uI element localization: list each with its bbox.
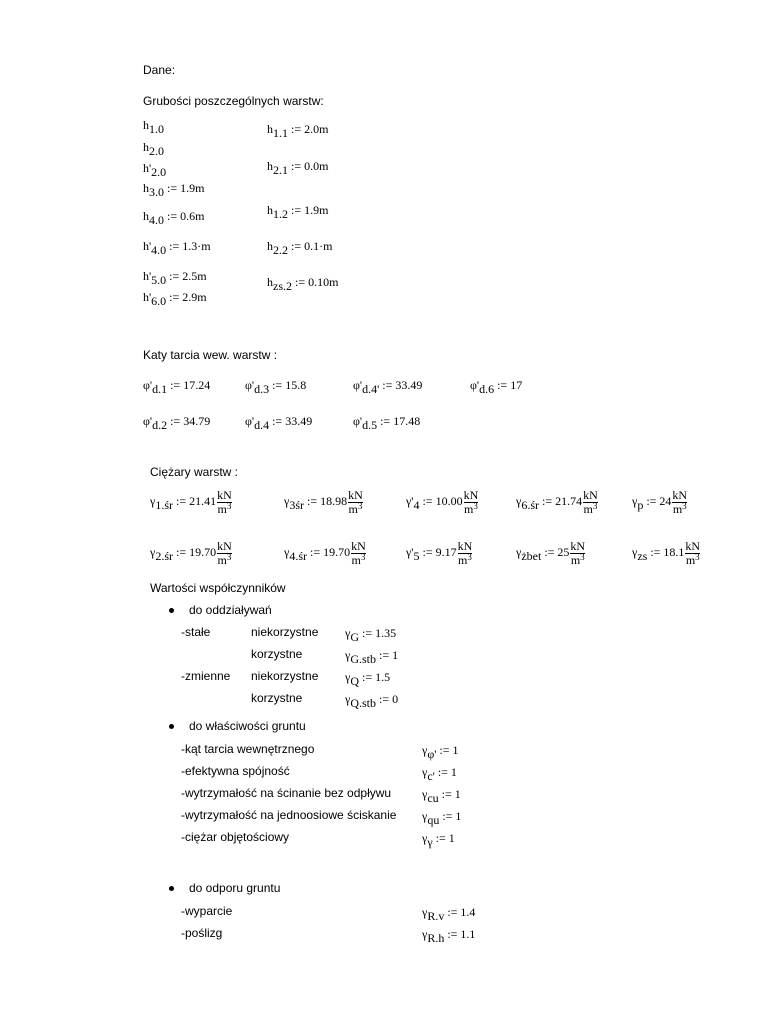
factor-gamma-g-stb: γG.stb := 1 (345, 648, 399, 666)
angle-phi-d4-prime: φ'd.4' := 33.49 (353, 378, 423, 396)
unit-kn-per-m3: $\frac{kN}{m^3}$ (457, 539, 473, 567)
thickness-h2-2: h2.2 := 0.1·m (267, 239, 333, 257)
thickness-h4-0-prime: h'4.0 := 1.3·m (143, 239, 211, 257)
factor-gamma-gamma: γγ := 1 (422, 831, 455, 849)
soil-item-label: -wytrzymałość na ścinanie bez odpływu (181, 786, 392, 800)
bullet-icon (169, 724, 174, 729)
actions-permanent-unfavourable-label: niekorzystne (251, 625, 319, 639)
thickness-h1-1: h1.1 := 2.0m (267, 122, 329, 140)
thickness-h1-0: h1.0 (143, 118, 164, 136)
soil-item-label: -wytrzymałość na jednoosiowe ściskanie (181, 808, 397, 822)
weight-gamma-zbet: γżbet := 25 $\frac{kN}{m^3}$ (516, 539, 586, 567)
resistance-heading: do odporu gruntu (189, 881, 281, 895)
angle-phi-d4: φ'd.4 := 33.49 (245, 414, 313, 432)
bullet-icon (169, 886, 174, 891)
soil-heading: do właściwości gruntu (189, 719, 306, 733)
weight-gamma-3sr: γ3śr := 18.98 $\frac{kN}{m^3}$ (284, 488, 363, 516)
heading-coefficients: Wartości współczynników (150, 581, 286, 595)
factor-gamma-phi: γφ' := 1 (422, 743, 459, 761)
soil-item-label: -ciężar objętościowy (181, 830, 290, 844)
thickness-hzs-2: hzs.2 := 0.10m (267, 275, 339, 293)
unit-kn-per-m3: $\frac{kN}{m^3}$ (348, 488, 363, 516)
thickness-h2-1: h2.1 := 0.0m (267, 159, 329, 177)
unit-kn-per-m3: $\frac{kN}{m^3}$ (351, 539, 366, 567)
unit-kn-per-m3: $\frac{kN}{m^3}$ (217, 539, 232, 567)
actions-variable-label: -zmienne (181, 669, 231, 683)
weight-gamma-2sr: γ2.śr := 19.70 $\frac{kN}{m^3}$ (150, 539, 232, 567)
factor-gamma-g: γG := 1.35 (345, 626, 397, 644)
thickness-h6-0-prime: h'6.0 := 2.9m (143, 290, 207, 308)
actions-heading: do oddziaływań (189, 603, 272, 617)
weight-gamma-zs: γzs := 18.1 $\frac{kN}{m^3}$ (632, 539, 701, 567)
weight-gamma-1sr: γ1.śr := 21.41 $\frac{kN}{m^3}$ (150, 488, 232, 516)
weight-gamma-p: γp := 24 $\frac{kN}{m^3}$ (632, 488, 688, 516)
thickness-h2-0-prime: h'2.0 (143, 161, 167, 179)
factor-gamma-r-v: γR.v := 1.4 (422, 905, 476, 923)
unit-kn-per-m3: $\frac{kN}{m^3}$ (685, 539, 701, 567)
thickness-h5-0-prime: h'5.0 := 2.5m (143, 269, 207, 287)
actions-permanent-favourable-label: korzystne (251, 647, 303, 661)
soil-item-label: -efektywna spójność (181, 764, 290, 778)
bullet-icon (169, 608, 174, 613)
factor-gamma-qu: γqu := 1 (422, 809, 462, 827)
heading-friction-angles: Katy tarcia wew. warstw : (143, 348, 278, 362)
heading-dane: Dane: (143, 63, 176, 77)
unit-kn-per-m3: $\frac{kN}{m^3}$ (463, 488, 479, 516)
angle-phi-d2: φ'd.2 := 34.79 (143, 414, 211, 432)
unit-kn-per-m3: $\frac{kN}{m^3}$ (583, 488, 598, 516)
angle-phi-d3: φ'd.3 := 15.8 (245, 378, 307, 396)
resistance-item-label: -poślizg (181, 926, 223, 940)
factor-gamma-c: γc' := 1 (422, 765, 457, 783)
resistance-item-label: -wyparcie (181, 904, 233, 918)
actions-permanent-label: -stałe (181, 625, 211, 639)
unit-kn-per-m3: $\frac{kN}{m^3}$ (570, 539, 586, 567)
weight-gamma-4sr: γ4.śr := 19.70 $\frac{kN}{m^3}$ (284, 539, 366, 567)
weight-gamma-6sr: γ6.śr := 21.74 $\frac{kN}{m^3}$ (516, 488, 598, 516)
thickness-h2-0: h2.0 (143, 140, 164, 158)
factor-gamma-q-stb: γQ.stb := 0 (345, 692, 399, 710)
unit-kn-per-m3: $\frac{kN}{m^3}$ (217, 488, 232, 516)
factor-gamma-r-h: γR.h := 1.1 (422, 927, 476, 945)
angle-phi-d6: φ'd.6 := 17 (470, 378, 523, 396)
heading-unit-weights: Ciężary warstw : (150, 465, 239, 479)
unit-kn-per-m3: $\frac{kN}{m^3}$ (672, 488, 688, 516)
angle-phi-d5: φ'd.5 := 17.48 (353, 414, 421, 432)
angle-phi-d1: φ'd.1 := 17.24 (143, 378, 211, 396)
heading-thicknesses: Grubości poszczególnych warstw: (143, 94, 324, 108)
thickness-h1-2: h1.2 := 1.9m (267, 203, 329, 221)
weight-gamma-4-prime: γ'4 := 10.00 $\frac{kN}{m^3}$ (406, 488, 479, 516)
weight-gamma-5-prime: γ'5 := 9.17 $\frac{kN}{m^3}$ (406, 539, 473, 567)
soil-item-label: -kąt tarcia wewnętrznego (181, 742, 315, 756)
actions-variable-favourable-label: korzystne (251, 691, 303, 705)
thickness-h3-0: h3.0 := 1.9m (143, 181, 205, 199)
factor-gamma-q: γQ := 1.5 (345, 670, 391, 688)
factor-gamma-cu: γcu := 1 (422, 787, 461, 805)
actions-variable-unfavourable-label: niekorzystne (251, 669, 319, 683)
thickness-h4-0: h4.0 := 0.6m (143, 209, 205, 227)
